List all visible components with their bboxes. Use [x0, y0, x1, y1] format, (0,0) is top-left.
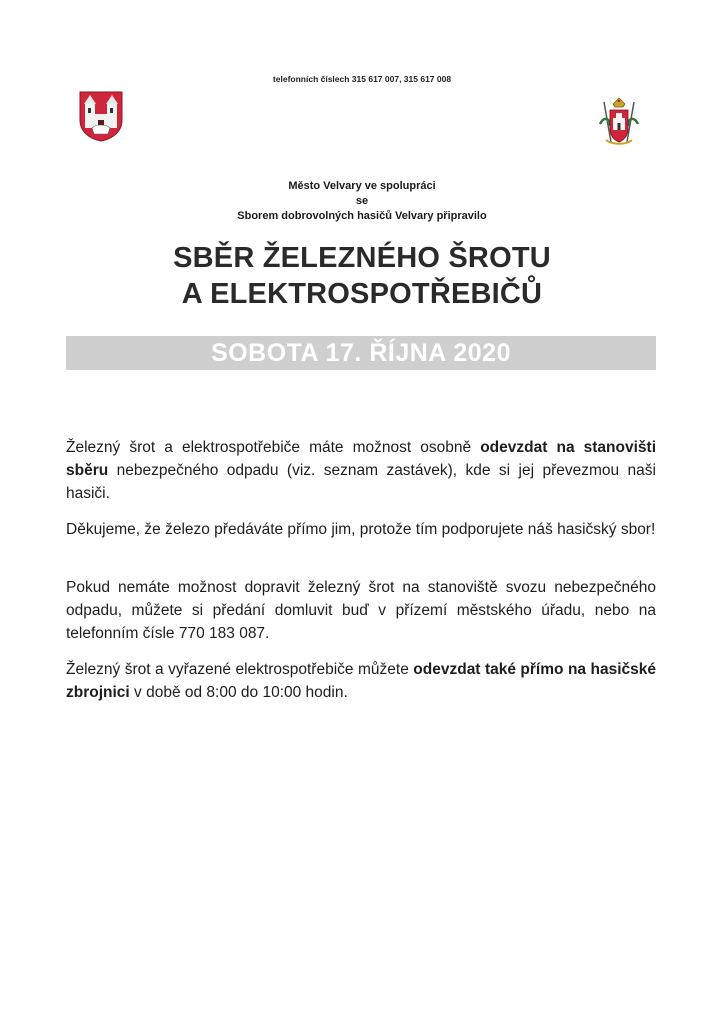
- p4-text-2: v době od 8:00 do 10:00 hodin.: [129, 684, 348, 701]
- paragraph-arrangement: Pokud nemáte možnost dopravit železný šrot na stanoviště svozu nebezpečného odpadu, můžete si předání domluvit buď v přízemí městského úřadu, nebo na telefonním čísle 770 183 087.: [66, 579, 656, 642]
- title-line-2: A ELEKTROSPOTŘEBIČŮ: [181, 278, 543, 310]
- town-coat-of-arms-icon: [78, 90, 124, 142]
- intro-block: [0, 179, 724, 224]
- contact-line: telefonních číslech 315 617 007, 315 617 008: [272, 74, 452, 84]
- title-line-1: SBĚR ŽELEZNÉHO ŠROTU: [173, 242, 551, 274]
- intro-line-1: Město Velvary ve spolupráci: [288, 180, 436, 192]
- page-title: [0, 240, 724, 312]
- paragraph-thanks: Děkujeme, že železo předáváte přímo jim, protože tím podporujete náš hasičský sbor!: [66, 521, 656, 538]
- paragraph-fire-station: [66, 658, 656, 704]
- event-date: SOBOTA 17. ŘÍJNA 2020: [211, 339, 511, 367]
- p1-text-1: Železný šrot a elektrospotřebiče máte možnost osobně: [66, 439, 481, 456]
- p1-text-2: nebezpečného odpadu (viz. seznam zastávek), kde si jej převezmou naši hasiči.: [66, 462, 656, 502]
- intro-line-2: se: [355, 195, 369, 207]
- firefighter-emblem-icon: [596, 96, 642, 148]
- p1-bold: odevzdat na stanovišti sběru: [66, 439, 656, 479]
- p4-text-1: Železný šrot a vyřazené elektrospotřebiče můžete: [66, 661, 414, 678]
- p4-bold: odevzdat také přímo na hasičské zbrojnici: [66, 661, 657, 701]
- paragraph-drop-off: [66, 436, 656, 505]
- intro-line-3: Sborem dobrovolných hasičů Velvary připravilo: [237, 210, 487, 222]
